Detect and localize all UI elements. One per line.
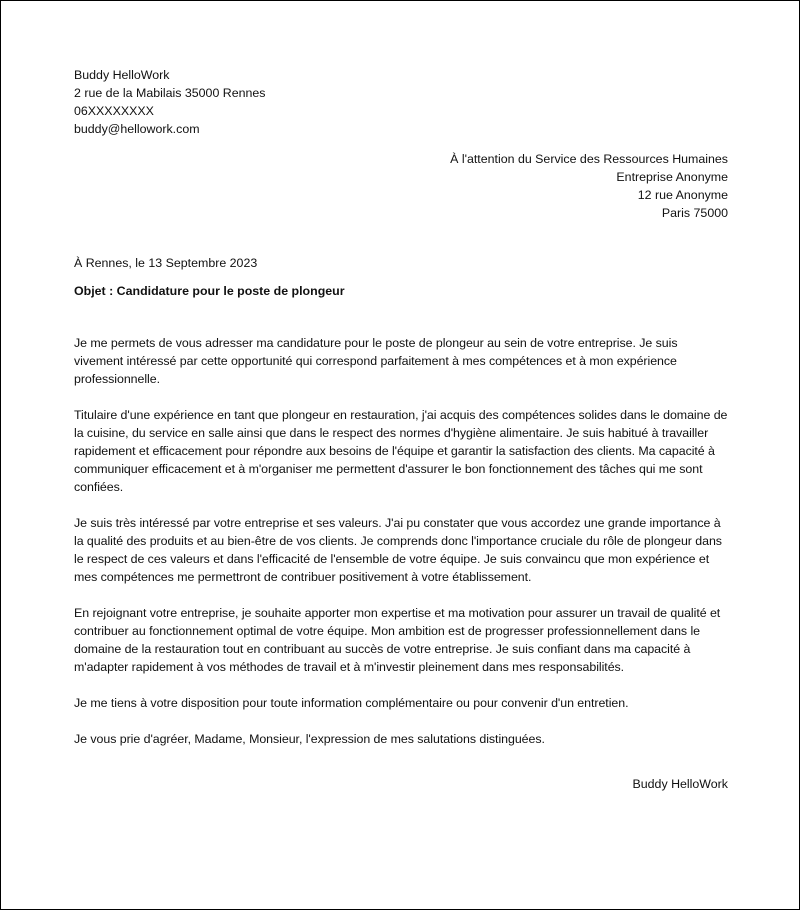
- recipient-company: Entreprise Anonyme: [616, 170, 728, 184]
- recipient-attention: À l'attention du Service des Ressources Humaines: [450, 152, 728, 166]
- recipient-block: [74, 150, 728, 222]
- sender-block: [74, 66, 728, 138]
- recipient-street: 12 rue Anonyme: [637, 188, 728, 202]
- letter-content: [74, 66, 728, 793]
- date-line: À Rennes, le 13 Septembre 2023: [74, 256, 258, 270]
- subject-line: Objet : Candidature pour le poste de plongeur: [74, 284, 345, 298]
- paragraph-introduction: Je me permets de vous adresser ma candidature pour le poste de plongeur au sein de votre entreprise. Je suis vivement intéressé par cette opportunité qui correspond parfaitement à mes compétences et à mon expérience professionnelle.: [74, 336, 678, 386]
- sender-email: buddy@hellowork.com: [74, 122, 200, 136]
- paragraph-closing: Je vous prie d'agréer, Madame, Monsieur, l'expression de mes salutations distinguées.: [74, 732, 545, 746]
- paragraph-experience: Titulaire d'une expérience en tant que plongeur en restauration, j'ai acquis des compétences solides dans le domaine de la cuisine, du service en salle ainsi que dans le respect des normes d'hygiène alimentaire. Je suis habitué à travailler rapidement et efficacement pour répondre aux besoins de l'équipe et garantir la satisfaction des clients. Ma capacité à communiquer efficacement et à m'organiser me permettent d'assurer le bon fonctionnement des tâches qui me sont confiées.: [74, 408, 728, 494]
- sender-name: Buddy HelloWork: [74, 68, 170, 82]
- signature: Buddy HelloWork: [632, 777, 728, 791]
- paragraph-company-values: Je suis très intéressé par votre entreprise et ses valeurs. J'ai pu constater que vous accordez une grande importance à la qualité des produits et au bien-être de vos clients. Je comprends donc l'importance cruciale du rôle de plongeur dans le respect de ces valeurs et dans l'efficacité de l'ensemble de votre équipe. Je suis convaincu que mon expérience et mes compétences me permettront de contribuer positivement à votre établissement.: [74, 516, 722, 584]
- sender-phone: 06XXXXXXXX: [74, 104, 154, 118]
- letter-body: [74, 334, 728, 748]
- paragraph-availability: Je me tiens à votre disposition pour toute information complémentaire ou pour convenir d'un entretien.: [74, 696, 629, 710]
- recipient-city: Paris 75000: [661, 206, 728, 220]
- paragraph-motivation: En rejoignant votre entreprise, je souhaite apporter mon expertise et ma motivation pour assurer un travail de qualité et contribuer au fonctionnement optimal de votre équipe. Mon ambition est de progresser professionnellement dans le domaine de la restauration tout en contribuant au succès de votre entreprise. Je suis confiant dans ma capacité à m'adapter rapidement à vos méthodes de travail et à m'investir pleinement dans mes responsabilités.: [74, 606, 721, 674]
- sender-address: 2 rue de la Mabilais 35000 Rennes: [74, 86, 266, 100]
